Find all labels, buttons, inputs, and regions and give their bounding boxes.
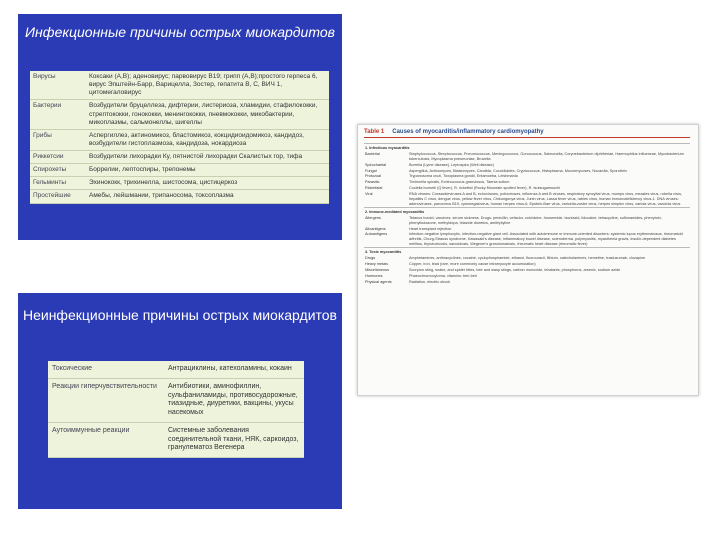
row-category: Риккетсии: [30, 151, 86, 164]
row-category: Спирохеты: [30, 164, 86, 177]
journal-causes-table: [364, 143, 690, 285]
row-text: Возбудители лихорадки Ку, пятнистой лихорадки Скалистых гор, тифа: [86, 151, 329, 164]
table-row: [364, 279, 690, 285]
row-category: Drugs: [365, 256, 376, 261]
section-header: [364, 248, 690, 256]
row-category: Грибы: [30, 129, 86, 150]
row-text: Borrelia (Lyme disease), Leptospira (Weil disease): [409, 162, 494, 167]
table-row: [30, 100, 329, 129]
row-category: Physical agents: [365, 279, 392, 284]
noninfectious-causes-table: [48, 361, 304, 458]
section-header: [364, 207, 690, 215]
slide-title-infectious: Инфекционные причины острых миокардитов: [25, 24, 335, 40]
row-category: Токсические: [48, 361, 164, 378]
row-text: Infection-negative lymphocytic, infection-negative giant cell. Associated with autoimmune or immune-oriented disorders: systemic lupus erythematosus, rheumatoid arthritis, Churg-Strauss syndrome, Kawasaki's disease, inflammatory bowel disease, scleroderma, polymyositis, myasthenia gravis, insulin-dependent diabetes mellitus, thyrotoxicosis, sarcoidosis, Wegener's granulomatosis, rheumatic heart disease (rheumatic fever): [409, 232, 683, 246]
row-text: Heart transplant rejection: [409, 226, 452, 231]
journal-table-header: [364, 129, 690, 138]
row-category: Реакции гиперчувствительности: [48, 378, 164, 422]
row-category: Spirochaetal: [365, 162, 387, 167]
row-text: Aspergillus, Actinomyces, Blastomyces, Candida, Coccidioides, Cryptococcus, Histoplasma, Mucormycoses, Nocardia, Sporothrix: [409, 168, 627, 173]
row-category: Вирусы: [30, 71, 86, 100]
row-text: Trypanosoma cruzi, Toxoplasma gondii, Entamoeba, Leishmania: [409, 174, 518, 179]
row-text: Amphetamines, anthracyclines, cocaine, cyclophosphamide, ethanol, fluorouracil, lithium, catecholamines, hemetine, trastuzumab, clozapine: [409, 256, 646, 261]
row-category: Autoantigens: [365, 232, 388, 237]
row-text: Scorpion sting, snake, and spider bites, bee and wasp stings, carbon monoxide, inhalants, phosphorus, arsenic, sodium azide: [409, 268, 621, 273]
row-text: Амебы, лейшмании, трипаносома, токсоплазма: [86, 190, 329, 203]
row-category: Viral: [365, 192, 373, 197]
row-text: Copper, iron, lead (rare, more commonly cause intramyocyte accumulation): [409, 262, 536, 267]
journal-table-excerpt: [357, 124, 699, 396]
row-text: Tetanus toxoid, vaccines, serum sickness. Drugs: penicillin, cefaclor, colchicine, furosemide, isoniazid, lidocaine, tetracycline, sulfonamides, phenytoin, phenylbutazone, methyldopa, thiazide diuretics, amitriptyline: [409, 215, 662, 225]
row-text: Trichinella spiralis, Echinococcus granulosus, Taenia solium: [409, 180, 510, 185]
table-row: [30, 164, 329, 177]
row-category: Bacterial: [365, 151, 380, 156]
row-category: Rickettsial: [365, 186, 383, 191]
table-row: [48, 422, 304, 457]
table-row: [30, 71, 329, 100]
row-category: Parasitic: [365, 180, 380, 185]
table-row: [30, 129, 329, 150]
infectious-causes-table: [30, 71, 329, 204]
table-row: [364, 256, 690, 262]
row-category: Heavy metals: [365, 262, 389, 267]
row-text: Phaeochromocytoma, vitamins: beri-beri: [409, 273, 477, 278]
row-text: Системные заболевания соединительной ткани, НЯК, саркоидоз, гранулематоз Вегенера: [164, 422, 304, 457]
row-text: Staphylococcus, Streptococcus, Pneumococcus, Meningococcus, Gonococcus, Salmonella, Corynebacterium diphtheriae, Haemophilus influenzae, Mycobacterium tuberculosis, Mycoplasma pneumoniae, Brucella: [409, 151, 684, 161]
row-text: Коксаки (А,В); аденовирус; парвовирус В19; грипп (А,В);простого герпеса 6, вирус Эпштейн-Барр, Варицелла, Зостер, гепатита В, С, ВИЧ 1, цитомегаловирус: [86, 71, 329, 100]
table-row: [364, 215, 690, 226]
section-header: [364, 144, 690, 152]
row-text: Боррелии, лептоспиры, трепонемы: [86, 164, 329, 177]
row-text: Возбудители бруцеллеза, дифтерии, листериоза, хламидии, стафилококки, стрептококки, гонококки, менингококки, пневмококки, микобактерии, микоплазмы, сальмонеллы, шигеллы: [86, 100, 329, 129]
row-category: Allergens: [365, 215, 381, 220]
section-title: 1. Infectious myocarditis: [364, 144, 690, 152]
row-text: Аспергиллез, актиномикоз, бластомикоз, кокцидиоидомикоз, кандидоз, возбудители гистоплазмоза, кандидоза, нокардиоза: [86, 129, 329, 150]
row-text: RNA viruses: Coxsackieviruses A and B, echoviruses, polioviruses, influenza A and B viruses, respiratory syncytial virus, mumps virus, measles virus, rubella virus, hepatitis C virus, dengue virus, yellow fever virus, Chikungunya virus, Junin virus, Lassa fever virus, rabies virus, human immunodeficiency virus-1. DNA viruses: adenoviruses, parvovirus B19, cytomegalovirus, human herpes virus-6, Epstein-Barr virus, varicella-zoster virus, herpes simplex virus, variola virus, vaccinia virus: [409, 192, 683, 206]
row-category: Alloantigens: [365, 226, 386, 231]
row-text: Антрациклины, катехоламины, кокаин: [164, 361, 304, 378]
table-row: [364, 192, 690, 208]
section-title: 2. Immune-mediated myocarditis: [364, 207, 690, 215]
noninfectious-causes-slide: [18, 293, 342, 509]
table-label: Table 1: [364, 129, 385, 135]
table-row: [30, 151, 329, 164]
row-category: Fungal: [365, 168, 377, 173]
row-text: Эхинококк, трихинелла, шистосома, цистицеркоз: [86, 177, 329, 190]
infectious-causes-slide: [18, 14, 342, 240]
slide-title-noninfectious: Неинфекционные причины острых миокардитов: [22, 307, 337, 323]
section-title: 3. Toxic myocarditis: [364, 248, 690, 256]
table-row: [364, 232, 690, 248]
table-row: [48, 361, 304, 378]
table-row: [30, 190, 329, 203]
row-category: Protozoal: [365, 174, 382, 179]
row-category: Hormones: [365, 273, 383, 278]
row-text: Антибиотики, аминофиллин, сульфаниламиды, противосудорожные, тиазидные, диуретики, вакцины, укусы насекомых: [164, 378, 304, 422]
row-text: Radiation, electric shock: [409, 279, 451, 284]
table-row: [364, 151, 690, 162]
row-category: Бактерии: [30, 100, 86, 129]
row-category: Гельминты: [30, 177, 86, 190]
table-row: [48, 378, 304, 422]
row-category: Miscellaneous: [365, 268, 390, 273]
row-text: Coxiella burnetii (Q fever), R. rickettsii (Rocky Mountain spotted fever), R. tsutsugamuschi: [409, 186, 560, 191]
row-category: Простейшие: [30, 190, 86, 203]
table-row: [30, 177, 329, 190]
row-category: Аутоиммунные реакции: [48, 422, 164, 457]
table-title: Causes of myocarditis/inflammatory cardiomyopathy: [392, 129, 544, 135]
